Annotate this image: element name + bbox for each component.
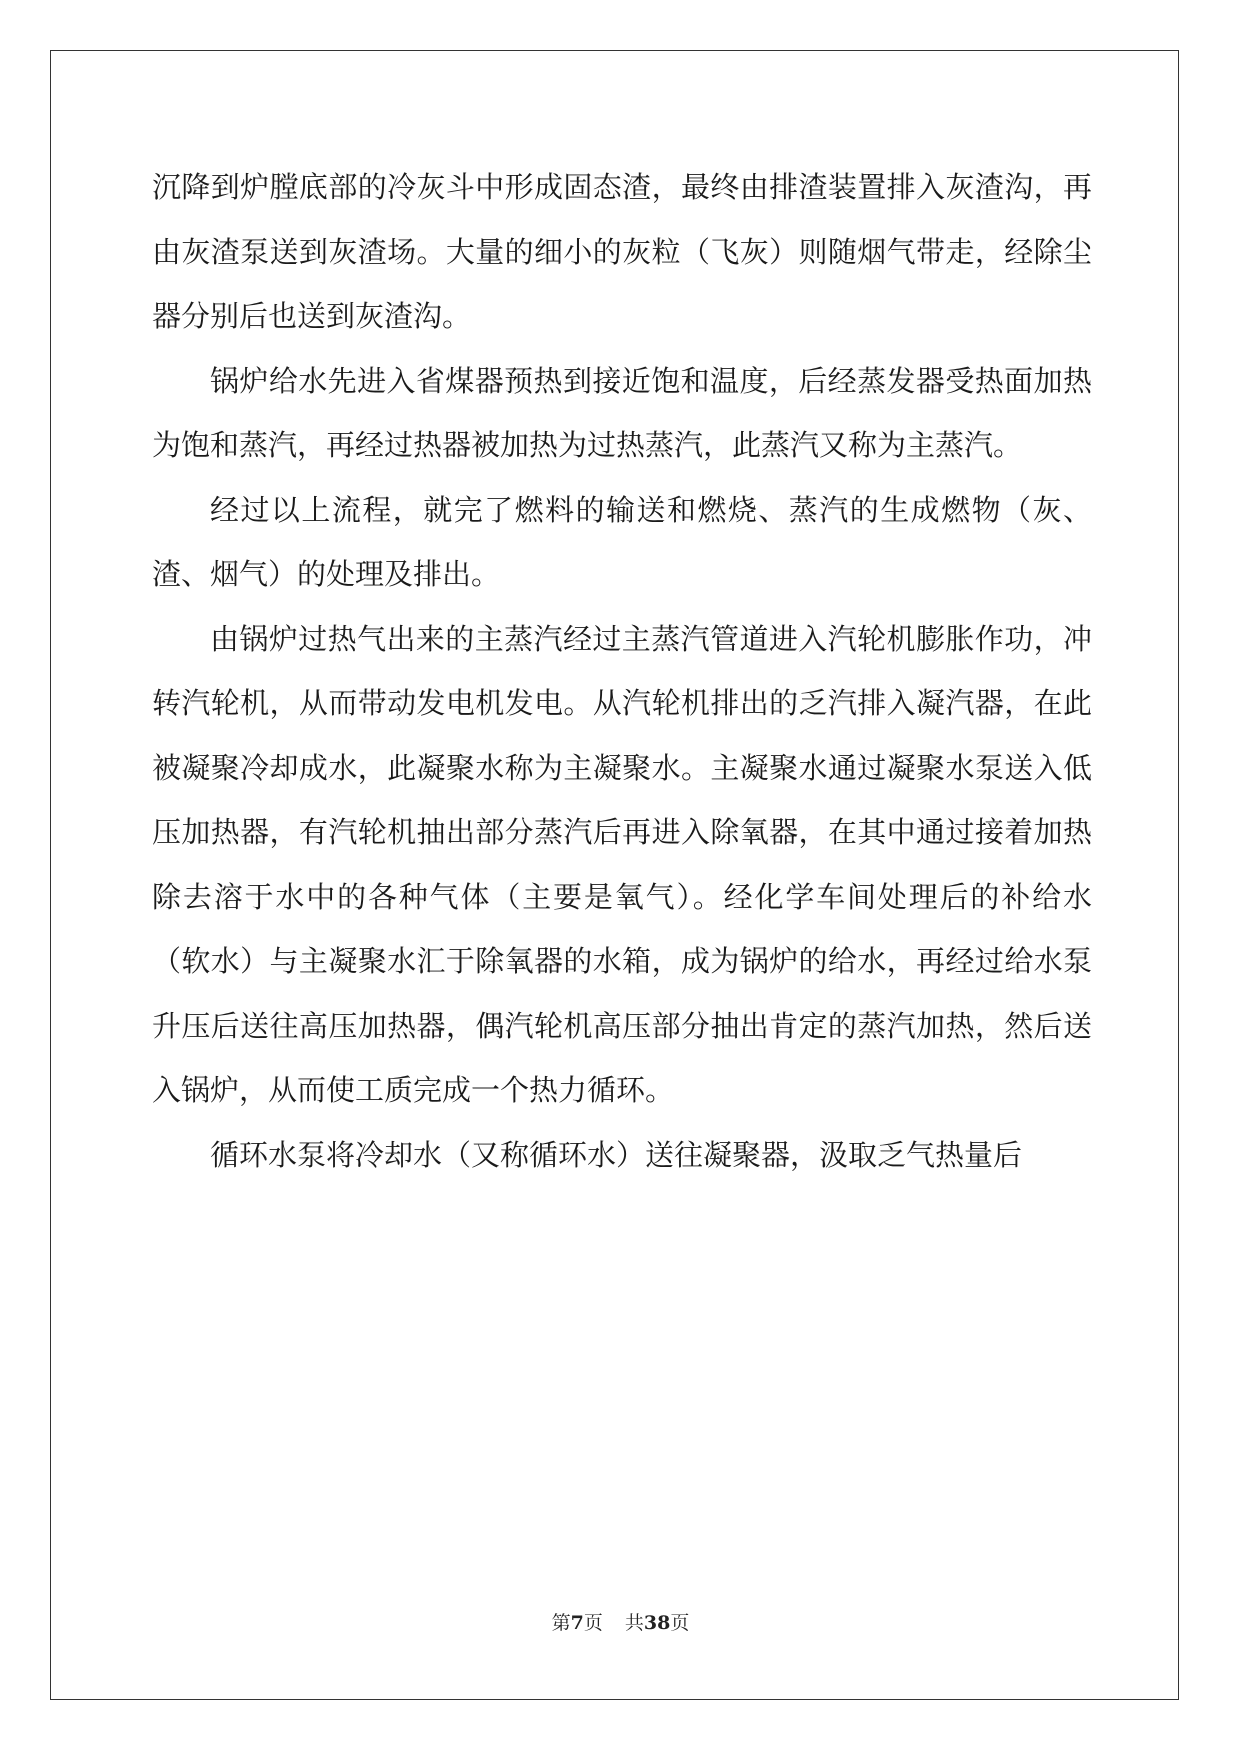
page-footer xyxy=(0,1608,1241,1635)
total-suffix: 页 xyxy=(670,1612,690,1634)
paragraph-1: 沉降到炉膛底部的冷灰斗中形成固态渣，最终由排渣装置排入灰渣沟，再由灰渣泵送到灰渣场。大量的细小的灰粒（飞灰）则随烟气带走，经除尘器分别后也送到灰渣沟。 xyxy=(152,170,1092,333)
paragraph-5: 循环水泵将冷却水（又称循环水）送往凝聚器，汲取乏气热量后 xyxy=(210,1137,1023,1172)
document-body xyxy=(152,155,1092,1187)
paragraph-3: 经过以上流程，就完了燃料的输送和燃烧、蒸汽的生成燃物（灰、渣、烟气）的处理及排出。 xyxy=(152,492,1092,591)
page-prefix: 第 xyxy=(551,1612,571,1634)
page-number: 7 xyxy=(570,1612,584,1634)
paragraph-2: 锅炉给水先进入省煤器预热到接近饱和温度，后经蒸发器受热面加热为饱和蒸汽，再经过热器被加热为过热蒸汽，此蒸汽又称为主蒸汽。 xyxy=(152,363,1092,462)
page-suffix: 页 xyxy=(583,1612,603,1634)
total-prefix: 共 xyxy=(624,1612,644,1634)
paragraph-4: 由锅炉过热气出来的主蒸汽经过主蒸汽管道进入汽轮机膨胀作功，冲转汽轮机，从而带动发电机发电。从汽轮机排出的乏汽排入凝汽器，在此被凝聚冷却成水，此凝聚水称为主凝聚水。主凝聚水通过凝聚水泵送入低压加热器，有汽轮机抽出部分蒸汽后再进入除氧器，在其中通过接着加热除去溶于水中的各种气体（主要是氧气）。经化学车间处理后的补给水（软水）与主凝聚水汇于除氧器的水箱，成为锅炉的给水，再经过给水泵升压后送往高压加热器，偶汽轮机高压部分抽出肯定的蒸汽加热，然后送入锅炉，从而使工质完成一个热力循环。 xyxy=(152,621,1092,1107)
total-pages: 38 xyxy=(643,1612,671,1634)
